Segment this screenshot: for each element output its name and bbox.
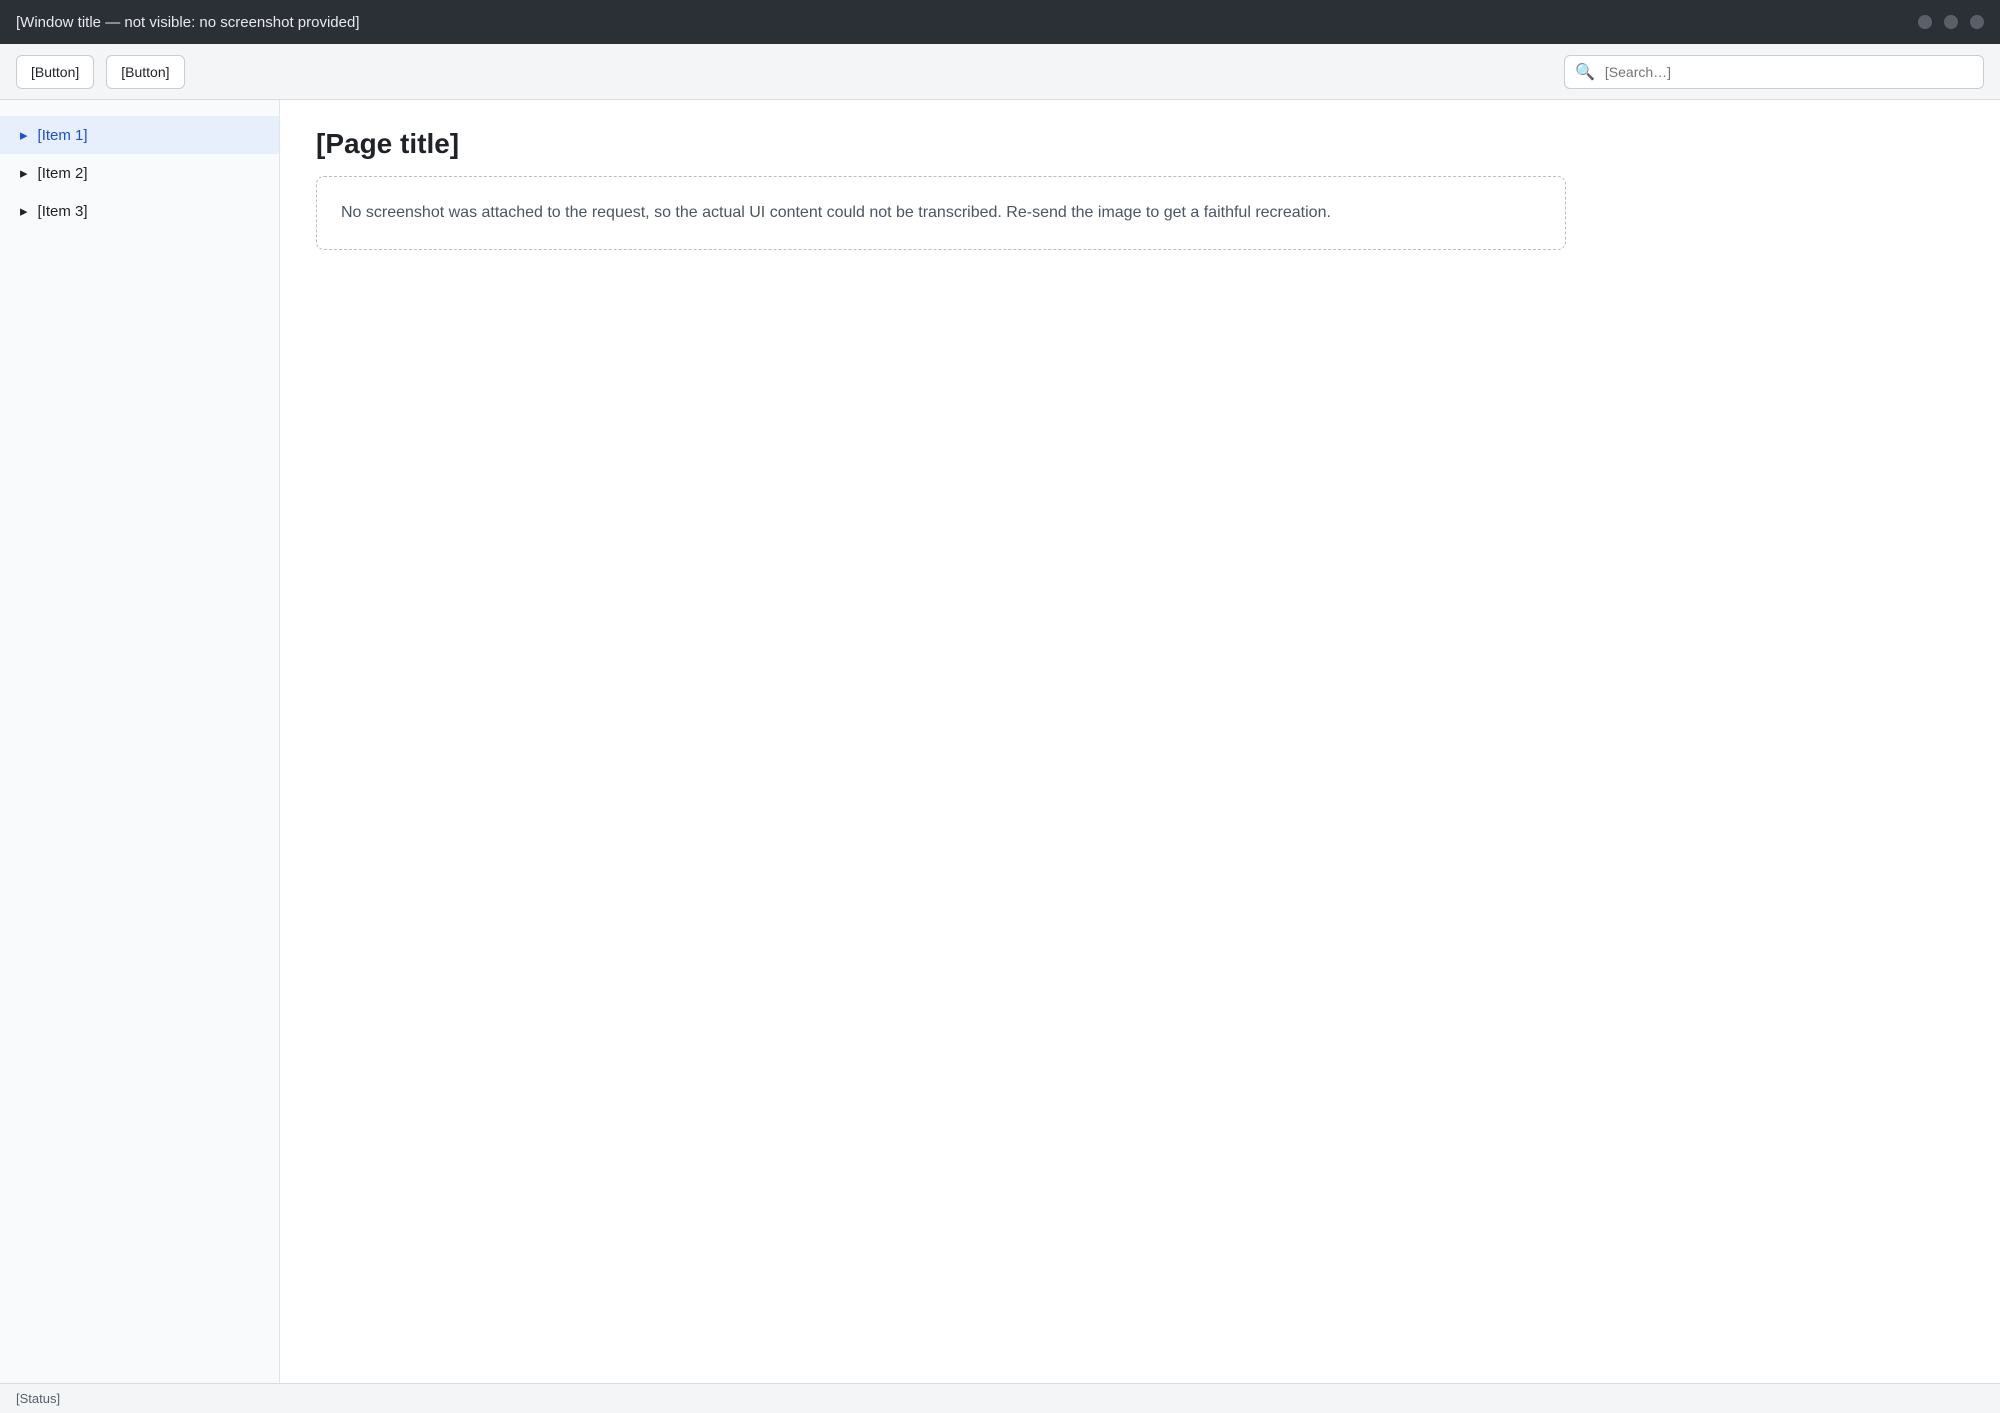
sidebar-item-2[interactable] [0, 154, 279, 192]
main-panel [280, 100, 2000, 1383]
window-title: [Window title — not visible: no screenshot provided] [16, 13, 360, 31]
placeholder-notice: No screenshot was attached to the request, so the actual UI content could not be transcribed. Re-send the image to get a faithful recreation. [316, 176, 1566, 250]
search-icon: 🔍 [1575, 63, 1595, 81]
maximize-icon[interactable] [1944, 15, 1958, 29]
folder-icon: ▸ [20, 203, 28, 220]
toolbar [0, 44, 2000, 100]
search-box [1564, 55, 1984, 89]
secondary-button[interactable]: [Button] [106, 55, 184, 89]
close-icon[interactable] [1970, 15, 1984, 29]
primary-button[interactable]: [Button] [16, 55, 94, 89]
title-bar [0, 0, 2000, 44]
sidebar-item-label: [Item 3] [37, 202, 88, 220]
page-title: [Page title] [316, 128, 460, 159]
sidebar-item-label: [Item 1] [37, 126, 88, 144]
sidebar-item-label: [Item 2] [37, 164, 88, 182]
folder-icon: ▸ [20, 127, 28, 144]
folder-icon: ▸ [20, 165, 28, 182]
status-bar [0, 1383, 2000, 1413]
status-text: [Status] [16, 1391, 61, 1406]
sidebar-item-3[interactable] [0, 192, 279, 230]
content-area [0, 100, 2000, 1383]
sidebar [0, 100, 280, 1383]
sidebar-item-1[interactable] [0, 116, 279, 154]
minimize-icon[interactable] [1918, 15, 1932, 29]
search-input[interactable] [1603, 63, 1973, 81]
